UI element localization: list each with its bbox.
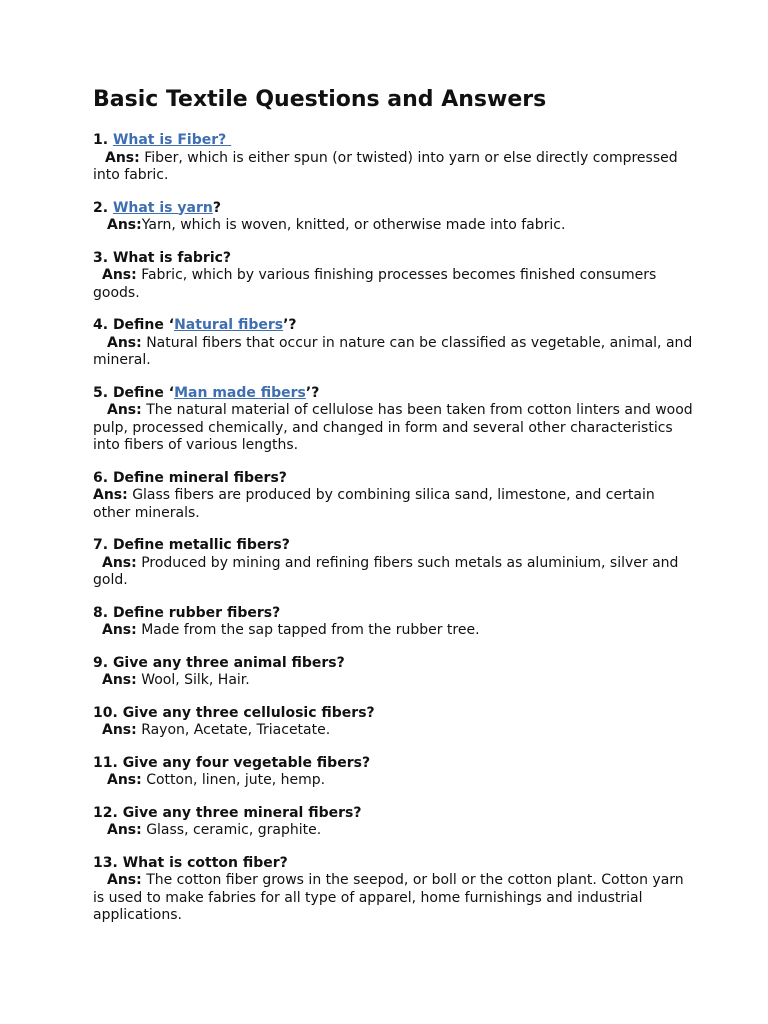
question-link[interactable]: What is Fiber? (112, 132, 232, 148)
answer (93, 722, 693, 740)
question-link[interactable]: Man made fibers (174, 384, 306, 401)
question-text: Define mineral fibers? (112, 469, 287, 486)
question-link[interactable]: Natural fibers (174, 317, 284, 333)
answer-text: Natural fibers that occur in nature can be classified as vegetable, animal, and mineral. (93, 334, 693, 368)
question-text: Give any three mineral fibers? (122, 804, 362, 821)
answer-label: Ans: (107, 217, 142, 233)
qa-item-11 (93, 755, 693, 790)
answer (93, 822, 693, 840)
question-text: Give any three cellulosic fibers? (122, 704, 375, 721)
answer (93, 267, 693, 302)
question (93, 655, 693, 673)
question (93, 805, 693, 823)
answer (93, 672, 693, 690)
answer (93, 487, 693, 522)
answer (93, 335, 693, 370)
question-text: Define metallic fibers? (112, 537, 290, 553)
answer-text: Glass, ceramic, graphite. (146, 822, 322, 838)
qa-item-3 (93, 250, 693, 303)
question-number: 1. (93, 132, 113, 148)
question-text: Define ‘ (112, 384, 175, 401)
document-page (93, 86, 693, 940)
question-number: 11. (93, 754, 123, 771)
question-number: 2. (93, 199, 113, 216)
answer-text: Produced by mining and refining fibers such metals as aluminium, silver and gold. (93, 554, 679, 588)
answer-text: Glass fibers are produced by combining silica sand, limestone, and certain other minerals. (93, 487, 655, 521)
answer (93, 402, 693, 455)
question-text: Give any four vegetable fibers? (122, 754, 371, 771)
answer-text: Fiber, which is either spun (or twisted) into yarn or else directly compressed into fabric. (93, 149, 678, 183)
question-suffix: ’? (305, 384, 320, 401)
qa-item-10 (93, 705, 693, 740)
qa-item-5 (93, 385, 693, 455)
question-text: Define ‘ (112, 317, 175, 333)
question-number: 6. (93, 469, 113, 486)
question (93, 470, 693, 488)
question-suffix: ’? (283, 317, 297, 333)
question-number: 13. (93, 854, 123, 871)
question (93, 250, 693, 268)
answer (93, 622, 693, 640)
answer (93, 872, 693, 925)
answer-text: Made from the sap tapped from the rubber tree. (141, 622, 480, 638)
answer-label: Ans: (102, 554, 137, 571)
question (93, 537, 693, 555)
answer-label: Ans: (107, 822, 142, 838)
answer (93, 555, 693, 590)
answer-label: Ans: (102, 622, 137, 638)
answer-label: Ans: (107, 772, 142, 788)
question (93, 755, 693, 773)
answer-text: Rayon, Acetate, Triacetate. (141, 722, 331, 738)
answer-text: Fabric, which by various finishing processes becomes finished consumers goods. (93, 267, 657, 301)
question-link[interactable]: What is yarn (112, 199, 213, 216)
question-text: What is fabric? (112, 249, 232, 266)
answer-label: Ans: (102, 672, 137, 688)
answer (93, 217, 693, 235)
answer-label: Ans: (102, 267, 137, 283)
answer (93, 150, 693, 185)
question (93, 605, 693, 623)
question (93, 200, 693, 218)
answer-label: Ans: (105, 149, 140, 166)
answer-label: Ans: (93, 487, 128, 503)
question-text: Give any three animal fibers? (112, 654, 345, 671)
qa-item-7 (93, 537, 693, 590)
question-number: 10. (93, 704, 123, 721)
qa-item-2 (93, 200, 693, 235)
question-number: 4. (93, 317, 113, 333)
answer-text: Wool, Silk, Hair. (141, 672, 250, 688)
question-number: 5. (93, 384, 113, 401)
question-number: 12. (93, 804, 123, 821)
question (93, 132, 693, 150)
qa-item-6 (93, 470, 693, 523)
question-text: What is cotton fiber? (122, 854, 288, 871)
answer-text: The natural material of cellulose has been taken from cotton linters and wood pulp, processed chemically, and changed in form and several other characteristics into fibers of various lengths. (93, 402, 693, 453)
qa-item-12 (93, 805, 693, 840)
qa-item-1 (93, 132, 693, 185)
answer-text: The cotton fiber grows in the seepod, or boll or the cotton plant. Cotton yarn is used to make fabries for all type of apparel, home furnishings and industrial applications. (93, 872, 684, 923)
answer-label: Ans: (107, 334, 142, 351)
question (93, 385, 693, 403)
qa-item-8 (93, 605, 693, 640)
question (93, 317, 693, 335)
question (93, 855, 693, 873)
page-title: Basic Textile Questions and Answers (93, 87, 547, 112)
answer-label: Ans: (102, 722, 137, 738)
answer-text: Yarn, which is woven, knitted, or otherwise made into fabric. (141, 217, 566, 233)
question-text: Define rubber fibers? (112, 604, 281, 621)
question-number: 9. (93, 654, 113, 671)
question-number: 7. (93, 537, 113, 553)
answer-text: Cotton, linen, jute, hemp. (146, 772, 326, 788)
question-number: 8. (93, 604, 113, 621)
answer-label: Ans: (107, 872, 142, 888)
question-suffix: ? (212, 199, 221, 216)
qa-item-9 (93, 655, 693, 690)
qa-item-13 (93, 855, 693, 925)
answer-label: Ans: (107, 402, 142, 418)
question (93, 705, 693, 723)
answer (93, 772, 693, 790)
qa-item-4 (93, 317, 693, 370)
question-number: 3. (93, 249, 113, 266)
